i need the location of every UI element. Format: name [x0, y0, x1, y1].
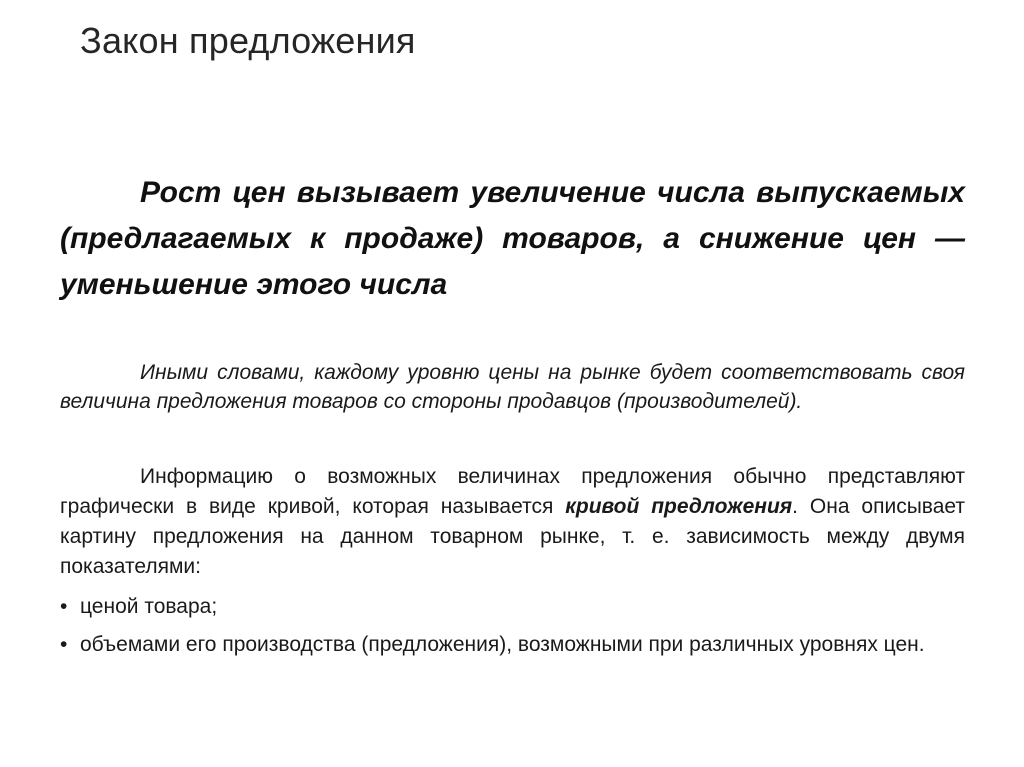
list-item: [60, 630, 965, 660]
law-statement: Рост цен вызывает увеличение числа выпускаемых (предлагаемых к продаже) товаров, а снижение цен — уменьшение этого числа: [60, 176, 965, 301]
bullet-icon: •: [60, 595, 68, 618]
bullet-icon: •: [60, 633, 68, 656]
info-paragraph: [60, 462, 965, 582]
info-text-before: Информацию о возможных величинах предложения обычно представляют графически в виде кривой, которая называется: [60, 465, 965, 518]
info-text-after: . Она описывает картину предложения на данном товарном рынке, т. е. зависимость между двумя показателями:: [60, 495, 965, 578]
list-item-text: объемами его производства (предложения), возможными при различных уровнях цен.: [80, 633, 925, 656]
supply-curve-term: кривой предложения: [565, 495, 793, 518]
list-item-text: ценой товара;: [80, 595, 218, 618]
list-item: [60, 592, 965, 622]
restatement-paragraph: Иными словами, каждому уровню цены на рынке будет соответствовать своя величина предложения товаров со стороны продавцов (производителей).: [60, 361, 965, 413]
slide-title: Закон предложения: [80, 20, 416, 61]
indicator-list: [60, 592, 965, 660]
slide-content: [60, 170, 965, 668]
